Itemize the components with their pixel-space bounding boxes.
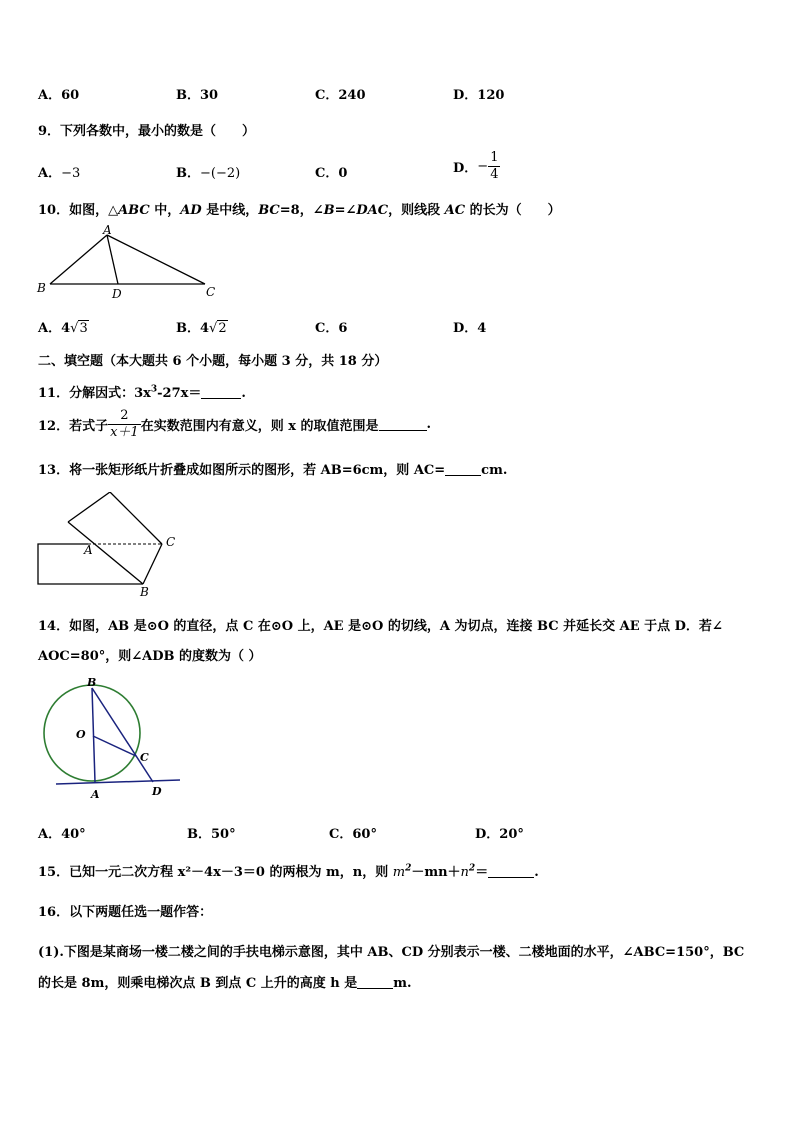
fold-line-ab	[68, 522, 143, 584]
fold-top-edge	[68, 492, 110, 522]
q16-part1-line2: 的长是 8m，则乘电梯次点 B 到点 C 上升的高度 h 是 m.	[38, 976, 412, 991]
q12: 12．若式子 $\frac{2}{x+1}$ 在实数范围内有意义，则 x 的取值范围是 .	[38, 408, 432, 440]
q14-stem-line2: AOC=80°，则∠ADB 的度数为（ ）	[38, 649, 262, 664]
q13-folded-paper-figure	[30, 492, 190, 600]
q14-option-d: D．20°	[475, 827, 524, 842]
q8-option-c: C．240	[315, 88, 366, 103]
q9-option-d: D．− $\frac{1}{4}$	[453, 150, 499, 182]
q16-part1-line1: (1).下图是某商场一楼二楼之间的手扶电梯示意图，其中 AB、CD 分别表示一楼、二楼地面的水平，∠ABC=150°，BC	[38, 945, 745, 960]
q16-stem: 16．以下两题任选一题作答：	[38, 905, 213, 920]
q10-stem: 10．如图，△ABC 中，AD 是中线，BC=8，∠B=∠DAC，则线段 AC 的长为（ ）	[38, 203, 561, 218]
label-a: A	[103, 223, 112, 237]
fold-right-edge	[110, 492, 162, 544]
q15-answer-blank[interactable]	[488, 865, 534, 878]
section-heading: 二、填空题（本大题共 6 个小题，每小题 3 分，共 18 分）	[38, 354, 388, 369]
label-b: B	[140, 585, 149, 599]
label-b: B	[87, 676, 97, 689]
q14-option-c: C．60°	[329, 827, 377, 842]
segment-bc	[143, 544, 162, 584]
label-b: B	[37, 281, 46, 295]
q16-answer-blank[interactable]	[357, 976, 393, 989]
q10-triangle-figure	[30, 222, 230, 302]
q10-option-c: C．6	[315, 321, 348, 336]
q15: 15．已知一元二次方程 x²－4x－3＝0 的两根为 m，n，则 $m^2-mn+n^2=$ .	[38, 863, 539, 880]
q10-option-d: D．4	[453, 321, 487, 336]
diameter-ab	[92, 688, 95, 782]
q12-answer-blank[interactable]	[379, 418, 427, 431]
segment-ad	[107, 235, 118, 284]
q14-circle-figure	[40, 672, 190, 802]
q11: 11．分解因式：$3x^3-27x=$ .	[38, 384, 246, 401]
q10-option-a: A．4√3	[38, 321, 88, 336]
label-d: D	[112, 287, 122, 301]
label-o: O	[76, 728, 86, 741]
segment-ac	[107, 235, 205, 284]
q14-option-b: B．50°	[187, 827, 236, 842]
tangent-line-ae	[56, 780, 180, 784]
q11-answer-blank[interactable]	[201, 386, 241, 399]
label-c: C	[140, 751, 149, 764]
label-c: C	[206, 285, 216, 299]
q13-answer-blank[interactable]	[445, 463, 481, 476]
label-c: C	[166, 535, 176, 549]
segment-bd	[92, 688, 153, 782]
label-a: A	[91, 788, 100, 801]
q8-option-a: A．60	[38, 88, 80, 103]
q9-stem: 9．下列各数中，最小的数是（ ）	[38, 124, 256, 139]
q8-option-b: B．30	[176, 88, 219, 103]
label-a: A	[84, 543, 93, 557]
label-d: D	[152, 785, 162, 798]
q8-option-d: D．120	[453, 88, 505, 103]
q10-option-b: B．4√2	[176, 321, 227, 336]
segment-ab	[50, 235, 107, 284]
q9-option-a: A．−3	[38, 166, 81, 181]
q14-stem-line1: 14．如图，AB 是⊙O 的直径，点 C 在⊙O 上，AE 是⊙O 的切线，A 为切点，连接 BC 并延长交 AE 于点 D．若∠	[38, 619, 723, 634]
q13-stem: 13．将一张矩形纸片折叠成如图所示的图形，若 AB=6cm，则 AC= cm.	[38, 463, 508, 478]
q9-option-b: B．−(−2)	[176, 166, 241, 181]
q9-option-c: C．0	[315, 166, 348, 181]
q14-option-a: A．40°	[38, 827, 86, 842]
